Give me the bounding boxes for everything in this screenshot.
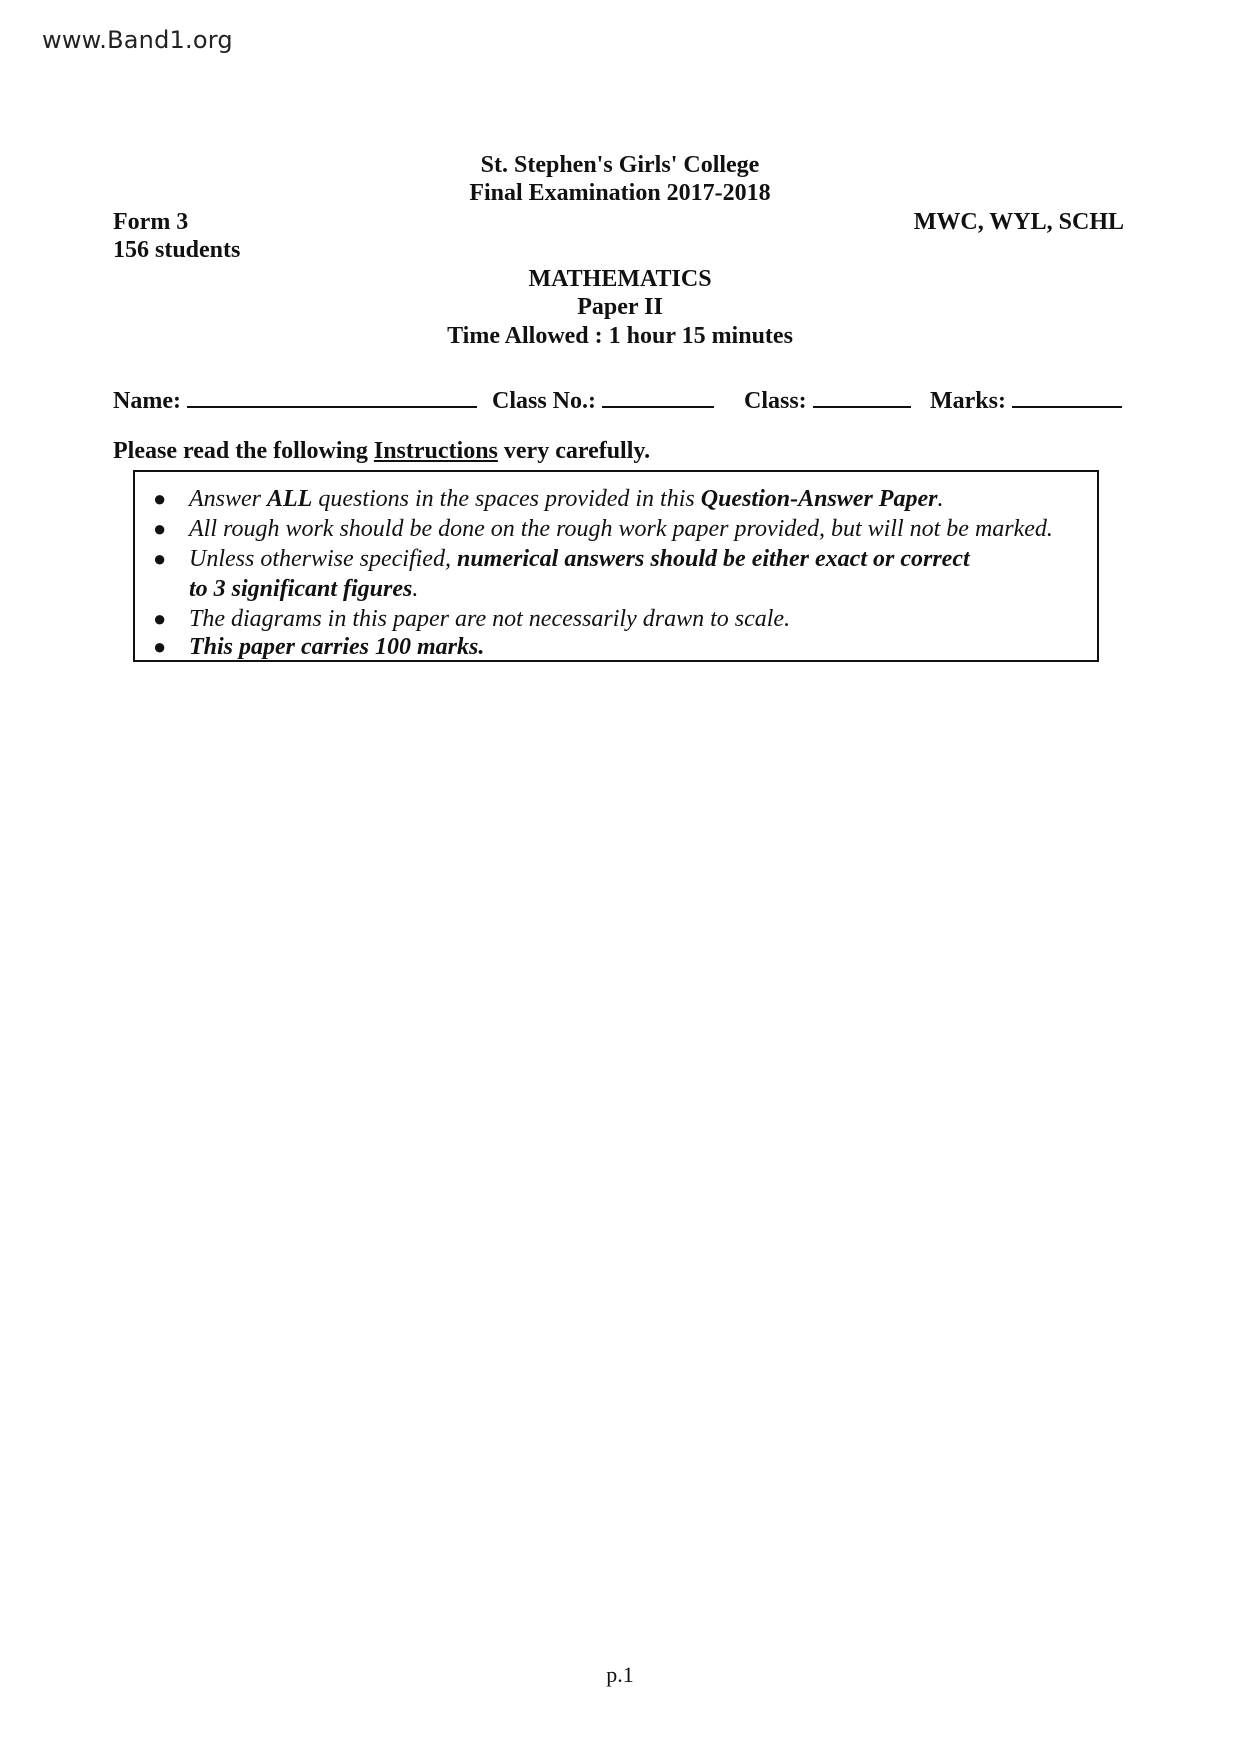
instructions-heading-after: very carefully. xyxy=(497,438,651,464)
name-blank[interactable] xyxy=(187,384,477,408)
marks-field[interactable] xyxy=(930,384,1122,415)
class-no-label: Class No.: xyxy=(492,388,597,414)
bullet-icon: ● xyxy=(153,486,167,511)
paper-title: Paper II xyxy=(577,294,663,320)
instruction-text: . xyxy=(937,486,944,512)
class-no-field[interactable] xyxy=(492,384,714,415)
instructions-heading xyxy=(113,438,650,465)
instruction-text: Unless otherwise specified, xyxy=(189,546,457,572)
class-field[interactable] xyxy=(744,384,911,415)
subject-title: MATHEMATICS xyxy=(528,266,712,292)
class-label: Class: xyxy=(744,388,807,414)
instruction-text: . xyxy=(412,576,419,602)
instruction-text: The diagrams in this paper are not necessarily drawn to scale. xyxy=(189,606,791,632)
instruction-bold: numerical answers should be either exact or correct xyxy=(456,546,970,572)
student-details-row xyxy=(113,384,1133,418)
instruction-text: Answer xyxy=(189,486,267,512)
school-name: St. Stephen's Girls' College xyxy=(480,152,760,178)
bullet-icon: ● xyxy=(153,546,167,571)
time-allowed: Time Allowed : 1 hour 15 minutes xyxy=(447,323,793,349)
page-number: p.1 xyxy=(606,1662,634,1687)
instruction-text: questions in the spaces provided in this xyxy=(312,486,701,512)
instructions-heading-underlined: Instructions xyxy=(373,438,498,464)
instruction-text: All rough work should be done on the rough work paper provided, but will not be marked. xyxy=(189,516,1053,542)
instructions-heading-before: Please read the following xyxy=(113,438,374,464)
bullet-icon: ● xyxy=(153,516,167,541)
marks-blank[interactable] xyxy=(1012,384,1122,408)
instruction-bold: This paper carries 100 marks. xyxy=(189,634,485,660)
class-no-blank[interactable] xyxy=(602,384,714,408)
form-level: Form 3 xyxy=(113,209,189,235)
name-label: Name: xyxy=(113,388,181,414)
name-field[interactable] xyxy=(113,384,477,415)
watermark-url: www.Band1.org xyxy=(42,26,233,54)
bullet-icon: ● xyxy=(153,634,167,659)
student-count: 156 students xyxy=(113,237,241,263)
instruction-bold: ALL xyxy=(267,486,313,512)
exam-title: Final Examination 2017-2018 xyxy=(469,180,771,206)
teacher-initials: MWC, WYL, SCHL xyxy=(913,209,1124,235)
class-blank[interactable] xyxy=(813,384,911,408)
bullet-icon: ● xyxy=(153,606,167,631)
instruction-bold: to 3 significant figures xyxy=(189,576,413,602)
instruction-bold: Question-Answer Paper xyxy=(700,486,938,512)
instructions-box xyxy=(133,470,1099,662)
marks-label: Marks: xyxy=(930,388,1006,414)
